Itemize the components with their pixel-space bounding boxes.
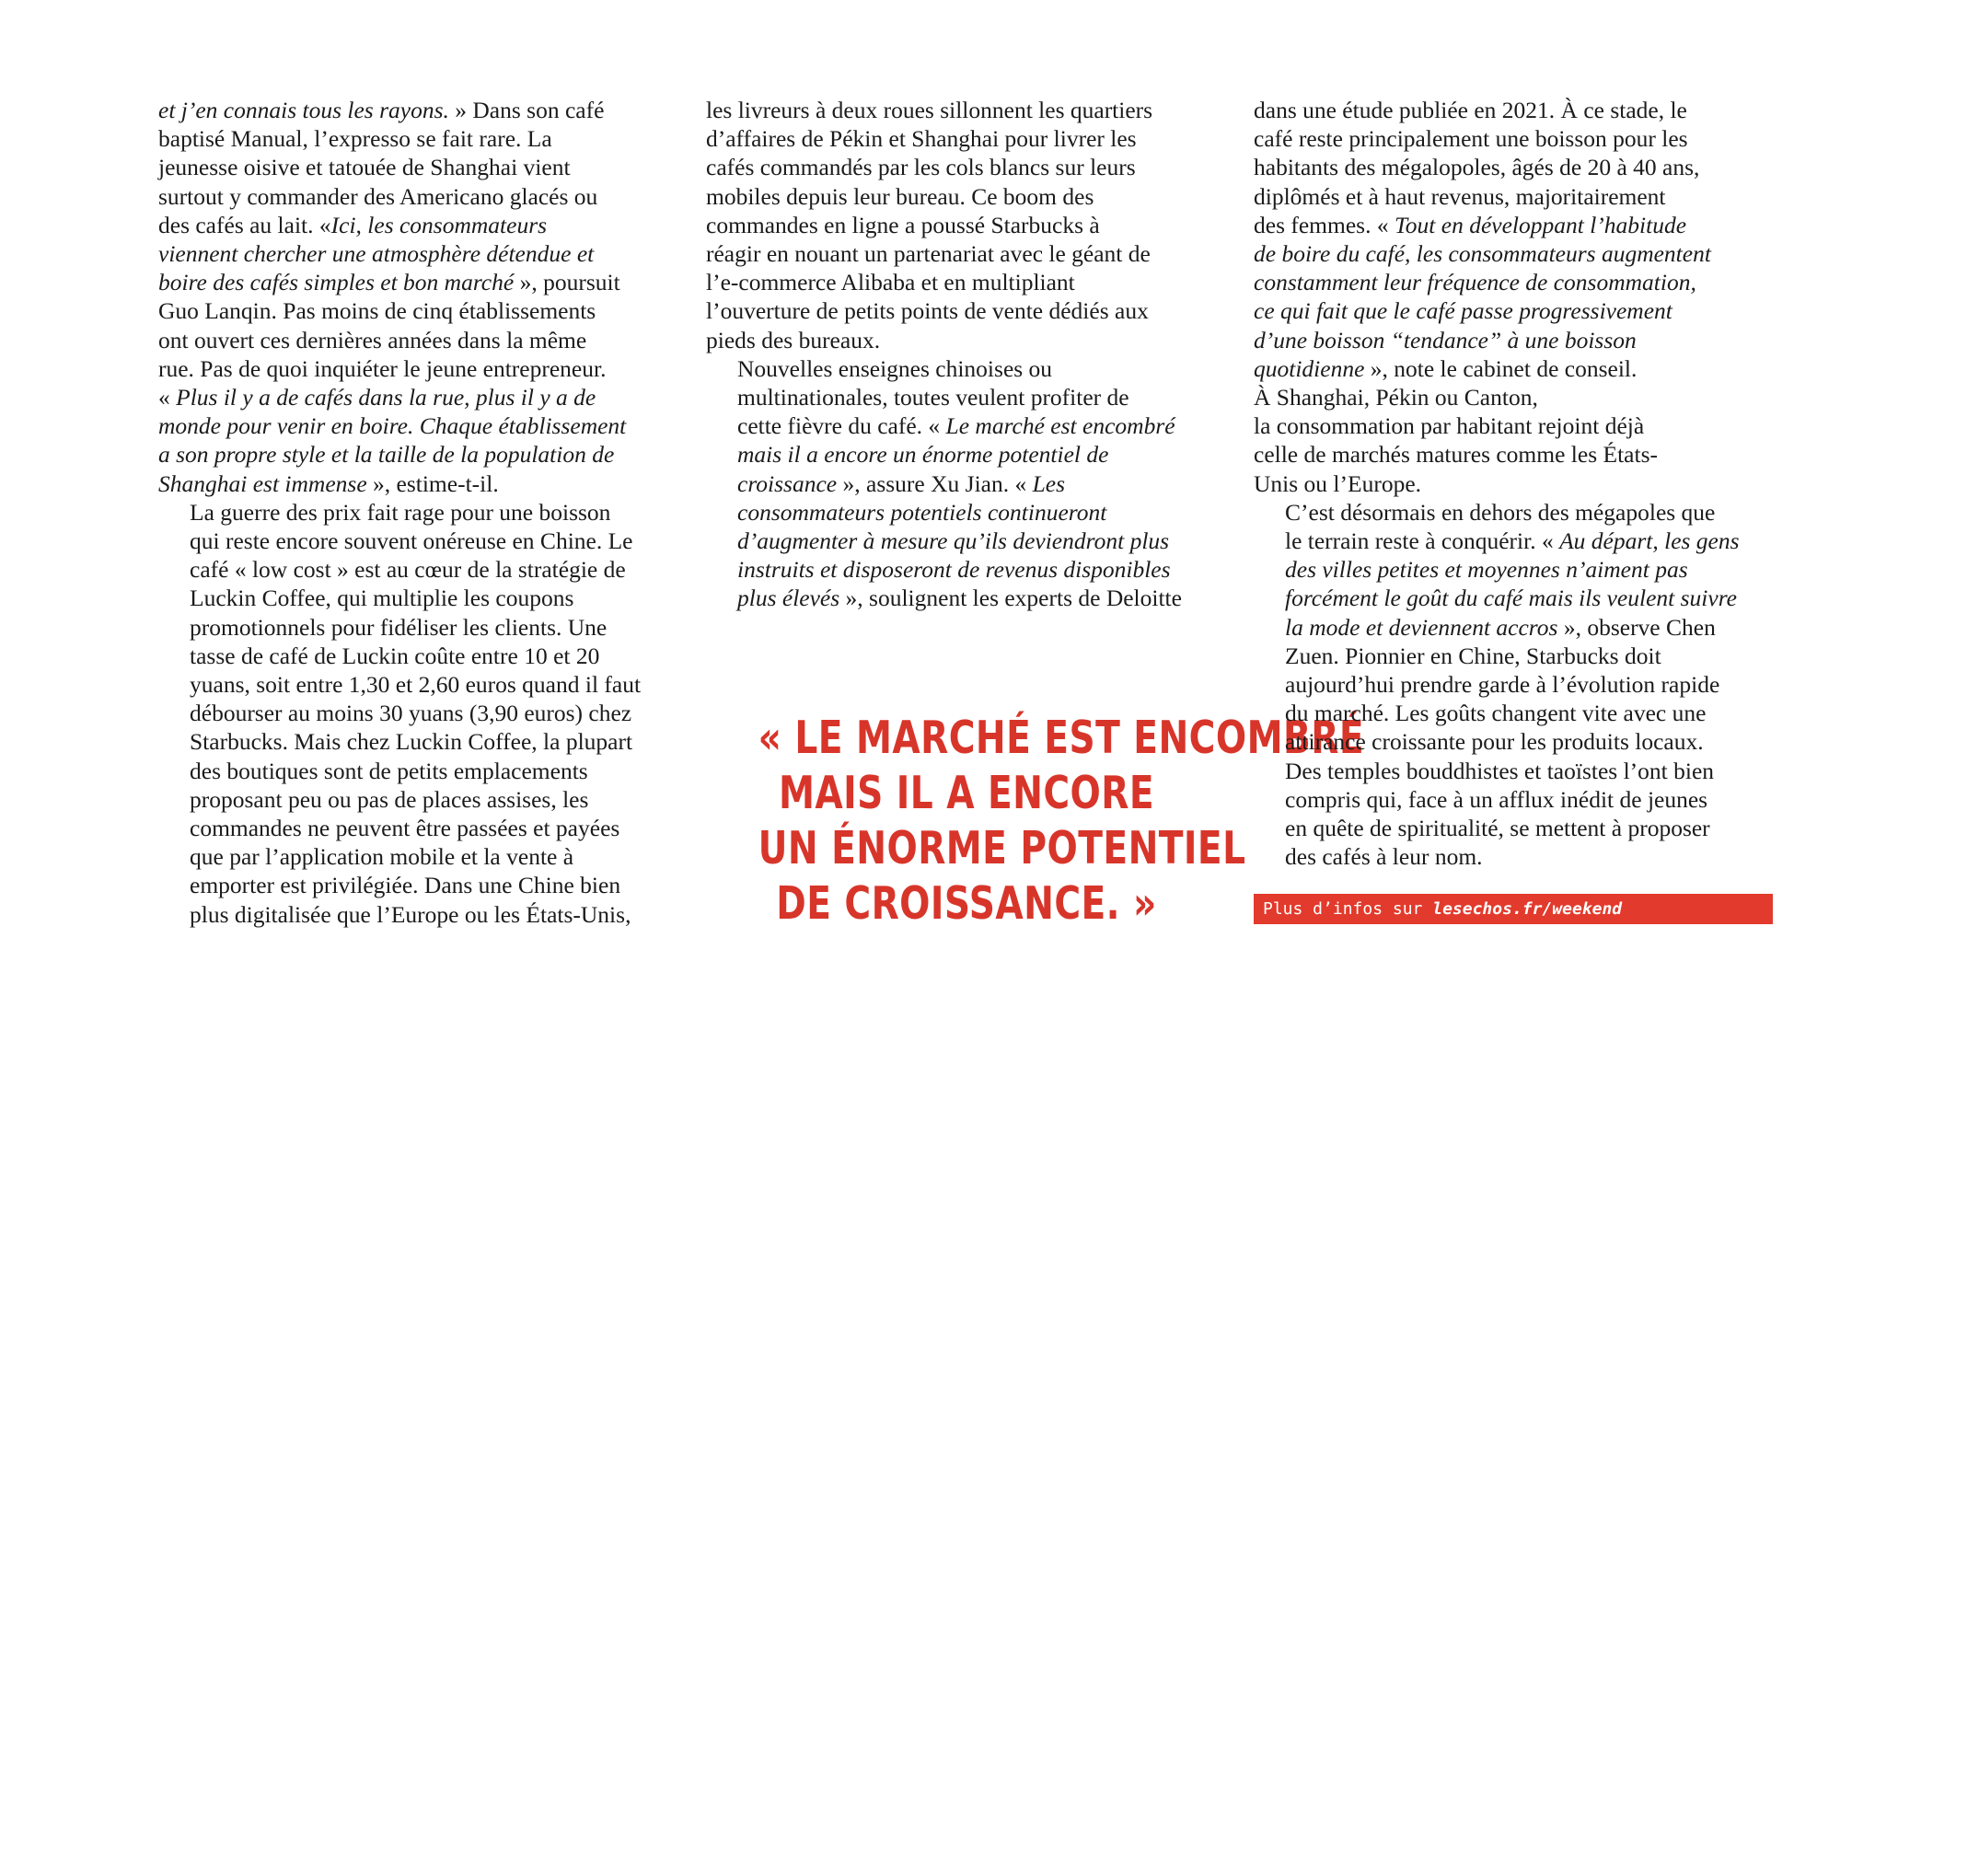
quote-text: croissance [737, 469, 838, 497]
quote-text: Shanghai est immense [158, 469, 367, 497]
text-line: diplômés et à haut revenus, majoritairement [1254, 182, 1666, 210]
paragraph [1254, 96, 1775, 498]
text-line: celle de marchés matures comme les États- [1254, 441, 1658, 469]
text-line: « Plus il y a de cafés dans la rue, plus il y a de [158, 384, 596, 411]
text-line [1254, 584, 1775, 612]
text-line [706, 440, 1227, 469]
text-line: boire des cafés simples et bon marché », poursuit [158, 269, 620, 296]
text-line: que par l’application mobile et la vente à [190, 843, 574, 871]
text-line: débourser au moins 30 yuans (3,90 euros) chez [190, 700, 632, 727]
text-line: la consommation par habitant rejoint déjà [1254, 412, 1645, 440]
text-line: cette fièvre du café. « Le marché est encombré [737, 412, 1175, 440]
text-line [1254, 239, 1775, 268]
paragraph [706, 96, 1227, 354]
pull-quote-line: « LE MARCHÉ EST ENCOMBRÉ [758, 712, 1365, 764]
quote-text: et j’en connais tous les rayons. [158, 97, 449, 123]
text-line [706, 527, 1227, 555]
quote-text: viennent chercher une atmosphère détendue et [158, 240, 595, 268]
paragraph [158, 96, 681, 498]
text-line: en quête de spiritualité, se mettent à proposer [1285, 815, 1710, 842]
text-line: baptisé Manual, l’expresso se fait rare. La [158, 125, 552, 153]
text-line: attirance croissante pour les produits locaux. [1285, 728, 1704, 756]
text-line: C’est désormais en dehors des mégapoles que [1285, 498, 1716, 526]
text-line [158, 239, 681, 268]
text-line [1254, 268, 1775, 296]
text-line: ont ouvert ces dernières années dans la même [158, 326, 587, 353]
text-line [1254, 296, 1775, 325]
text-line: les livreurs à deux roues sillonnent les quartiers [706, 97, 1153, 123]
quote-text: plus élevés [737, 585, 840, 612]
quote-text: Les [1032, 469, 1066, 497]
quote-text: mais il a encore un énorme potentiel de [737, 441, 1109, 469]
pull-quote-line: MAIS IL A ENCORE [778, 767, 1155, 819]
quote-text: monde pour venir en boire. Chaque établissement [158, 412, 627, 440]
text-line: compris qui, face à un afflux inédit de jeunes [1285, 785, 1708, 813]
more-info-label: Plus d’infos sur [1263, 899, 1433, 919]
pull-quote-line: DE CROISSANCE. » [776, 877, 1157, 930]
text-line: café « low cost » est au cœur de la stratégie de [190, 556, 626, 584]
text-line: réagir en nouant un partenariat avec le géant de [706, 240, 1151, 268]
more-info-link[interactable]: lesechos.fr/weekend [1432, 899, 1623, 919]
text-line: La guerre des prix fait rage pour une boisson [190, 498, 611, 526]
quote-text: consommateurs potentiels continueront [737, 498, 1107, 526]
text-line: commandes en ligne a poussé Starbucks à [706, 211, 1100, 238]
pull-quote-line: UN ÉNORME POTENTIEL [758, 822, 1246, 874]
paragraph [158, 498, 681, 929]
text-line: cafés commandés par les cols blancs sur leurs [706, 154, 1136, 181]
quote-text: instruits et disposeront de revenus disponibles [737, 556, 1171, 584]
text-line: Des temples bouddhistes et taoïstes l’ont bien [1285, 757, 1715, 784]
text-line: Nouvelles enseignes chinoises ou [737, 354, 1053, 382]
text-line: Zuen. Pionnier en Chine, Starbucks doit [1285, 642, 1661, 669]
text-line: pieds des bureaux. [706, 326, 881, 353]
quote-text: a son propre style et la taille de la population de [158, 441, 615, 469]
text-line: l’ouverture de petits points de vente dédiés aux [706, 297, 1149, 325]
quote-text: de boire du café, les consommateurs augmentent [1254, 240, 1711, 268]
article-column-1 [158, 96, 681, 929]
quote-text: des villes petites et moyennes n’aiment pas [1285, 556, 1688, 584]
text-line: quotidienne », note le cabinet de conseil. [1254, 354, 1638, 382]
text-line: promotionnels pour fidéliser les clients. Une [190, 613, 608, 641]
quote-text: Plus il y a de cafés dans la rue, plus il y a de [176, 384, 596, 411]
article-column-3 [1254, 96, 1775, 871]
text-line: Guo Lanqin. Pas moins de cinq établissements [158, 297, 596, 325]
text-line: d’affaires de Pékin et Shanghai pour livrer les [706, 125, 1137, 153]
quote-text: boire des cafés simples et bon marché [158, 269, 515, 296]
quote-text: la mode et deviennent accros [1285, 613, 1558, 641]
text-line: qui reste encore souvent onéreuse en Chine. Le [190, 527, 633, 555]
text-line: jeunesse oisive et tatouée de Shanghai vient [158, 154, 571, 181]
paragraph [1254, 498, 1775, 872]
text-line: Unis ou l’Europe. [1254, 469, 1422, 497]
quote-text: Au départ, les gens [1559, 527, 1740, 555]
paragraph [706, 354, 1227, 613]
text-line: du marché. Les goûts changent vite avec une [1285, 700, 1707, 727]
text-line: des boutiques sont de petits emplacements [190, 757, 588, 784]
text-line: surtout y commander des Americano glacés ou [158, 182, 598, 210]
text-line: la mode et deviennent accros », observe Chen [1285, 613, 1716, 641]
text-line: Luckin Coffee, qui multiplie les coupons [190, 585, 574, 612]
text-line [158, 440, 681, 469]
text-line: dans une étude publiée en 2021. À ce stade, le [1254, 97, 1687, 123]
quote-text: quotidienne [1254, 354, 1365, 382]
text-line [706, 555, 1227, 584]
quote-text: ce qui fait que le café passe progressivement [1254, 297, 1672, 325]
text-line: et j’en connais tous les rayons. » Dans son café [158, 97, 605, 123]
text-line: commandes ne peuvent être passées et payées [190, 815, 620, 842]
text-line [1254, 326, 1775, 354]
text-line [1254, 555, 1775, 584]
text-line: des cafés au lait. «Ici, les consommateurs [158, 211, 548, 238]
text-line: Shanghai est immense », estime-t-il. [158, 469, 499, 497]
text-line: Starbucks. Mais chez Luckin Coffee, la plupart [190, 728, 633, 756]
text-line: aujourd’hui prendre garde à l’évolution rapide [1285, 671, 1720, 699]
quote-text: Le marché est encombré [945, 412, 1175, 440]
text-line: tasse de café de Luckin coûte entre 10 et 20 [190, 642, 600, 669]
text-line [158, 411, 681, 440]
text-line: À Shanghai, Pékin ou Canton, [1254, 384, 1538, 411]
text-line: plus élevés », soulignent les experts de Deloitte [737, 585, 1182, 612]
text-line: croissance », assure Xu Jian. « Les [737, 469, 1066, 497]
text-line: emporter est privilégiée. Dans une Chine bien [190, 872, 621, 899]
text-line: le terrain reste à conquérir. « Au départ, les gens [1285, 527, 1740, 555]
text-line: multinationales, toutes veulent profiter de [737, 384, 1129, 411]
text-line: plus digitalisée que l’Europe ou les États-Unis, [190, 900, 631, 928]
text-line: des cafés à leur nom. [1285, 843, 1483, 871]
quote-text: forcément le goût du café mais ils veulent suivre [1285, 585, 1737, 612]
quote-text: constamment leur fréquence de consommation, [1254, 269, 1696, 296]
quote-text: d’augmenter à mesure qu’ils deviendront plus [737, 527, 1170, 555]
quote-text: Tout en développant l’habitude [1394, 211, 1687, 238]
more-info-banner[interactable] [1254, 894, 1773, 924]
text-line: mobiles depuis leur bureau. Ce boom des [706, 182, 1094, 210]
article-column-2 [706, 96, 1227, 613]
quote-text: Ici, les consommateurs [330, 211, 548, 238]
text-line: l’e-commerce Alibaba et en multipliant [706, 269, 1075, 296]
text-line [706, 498, 1227, 527]
text-line: proposant peu ou pas de places assises, les [190, 785, 589, 813]
text-line: des femmes. « Tout en développant l’habitude [1254, 211, 1687, 238]
text-line: café reste principalement une boisson pour les [1254, 125, 1688, 153]
quote-text: d’une boisson “tendance” à une boisson [1254, 326, 1637, 353]
text-line: rue. Pas de quoi inquiéter le jeune entrepreneur. [158, 354, 607, 382]
text-line: yuans, soit entre 1,30 et 2,60 euros quand il faut [190, 671, 642, 699]
text-line: habitants des mégalopoles, âgés de 20 à 40 ans, [1254, 154, 1700, 181]
